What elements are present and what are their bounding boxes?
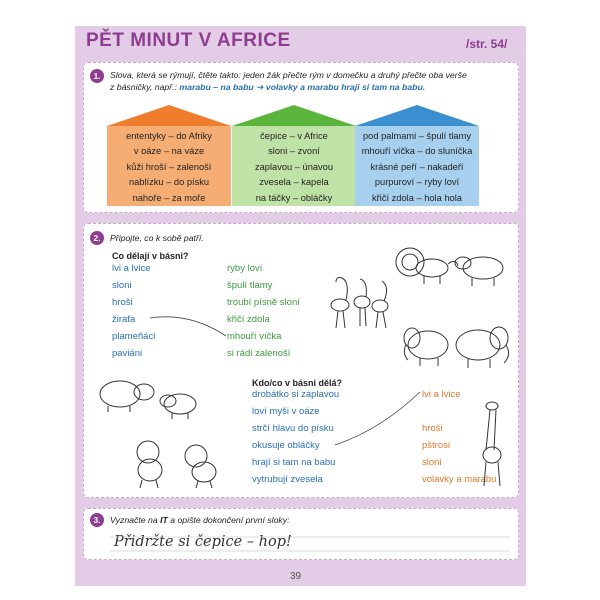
task1-instruction: Slova, která se rýmují, čtěte takto: jeden žák přečte rým v domečku a druhý přečte oba verše z básničky, např.: marabu – na babu ➔ volavky a marabu hrají si tam na babu.	[110, 70, 467, 92]
rhyme-line: kůži hroší – zalenoší	[126, 161, 212, 172]
arrow-icon: ➔	[256, 82, 264, 92]
animal-item[interactable]: žirafa	[112, 314, 136, 325]
action2-item[interactable]: loví myši v oáze	[252, 406, 320, 417]
action2-item[interactable]: hrají si tam na babu	[252, 457, 336, 468]
action2-item[interactable]: vytrubují zvesela	[252, 474, 323, 485]
animal2-item[interactable]: volavky a marabu	[422, 474, 497, 485]
rhyme-line: na táčky – obláčky	[255, 192, 333, 203]
action2-item[interactable]: okusuje obláčky	[252, 440, 320, 451]
example-sentence: volavky a marabu hrají si tam na babu.	[265, 82, 426, 92]
rhyme-line: nablízku – do písku	[128, 177, 210, 188]
action-item[interactable]: troubí písně sloní	[227, 297, 300, 308]
animal-item[interactable]: plameňáci	[112, 331, 156, 342]
animal-item[interactable]: lvi a lvice	[112, 263, 151, 274]
animal-item[interactable]: paviáni	[112, 348, 143, 359]
action-item[interactable]: křičí zdola	[227, 314, 270, 325]
animal2-item[interactable]: lvi a lvice	[422, 389, 461, 400]
rhyme-line: v oáze – na váze	[133, 146, 205, 157]
action-item[interactable]: si rádi zalenoší	[227, 348, 291, 359]
rhyme-line: mhouří víčka – do sluníčka	[361, 146, 473, 157]
it-label: IT	[160, 515, 168, 525]
rhyme-line: křičí zdola – hola hola	[372, 192, 462, 203]
animal2-item[interactable]: sloni	[422, 457, 442, 468]
task1-number: 1.	[90, 69, 104, 83]
task2-number: 2.	[90, 231, 104, 245]
task2-instruction: Připojte, co k sobě patří.	[110, 233, 204, 243]
page-title: PĚT MINUT V AFRICE	[86, 30, 291, 51]
animal-item[interactable]: sloni	[112, 280, 132, 291]
task3-number: 3.	[90, 513, 104, 527]
rhyme-line: čepice – v Africe	[260, 131, 328, 141]
rhyme-line: ententyky – do Afriky	[126, 131, 212, 141]
answer-handwriting[interactable]: Přidržte si čepice – hop!	[114, 534, 292, 550]
rhyme-line: purpuroví – ryby loví	[374, 177, 460, 188]
animal-item[interactable]: hroši	[112, 297, 133, 308]
question-who-does: Kdo/co v básni dělá?	[252, 378, 343, 388]
page-reference: /str. 54/	[466, 37, 508, 51]
rhyme-line: nahoře – za moře	[132, 192, 206, 203]
action2-item[interactable]: drobátko si zaplavou	[252, 389, 340, 400]
animal2-item[interactable]: pštrosi	[422, 440, 450, 451]
animal2-item[interactable]: hroši	[422, 423, 443, 434]
action-item[interactable]: špulí tlamy	[227, 280, 273, 291]
rhyme-line: krásné peří – nakadeří	[370, 161, 464, 172]
question-what-they-do: Co dělají v básni?	[112, 251, 189, 261]
action-item[interactable]: ryby loví	[227, 263, 263, 274]
example-pair: marabu – na babu	[179, 82, 254, 92]
rhyme-line: sloni – zvoní	[268, 146, 320, 157]
task3-instruction: Vyznačte na IT a opište dokončení první sloky:	[110, 515, 290, 525]
action-item[interactable]: mhouří víčka	[227, 331, 282, 342]
page-number: 39	[290, 571, 302, 582]
action2-item[interactable]: strčí hlavu do písku	[252, 423, 334, 434]
rhyme-line: zvesela – kapela	[259, 177, 329, 188]
rhyme-line: pod palmami – špulí tlamy	[363, 131, 471, 141]
rhyme-line: zaplavou – únavou	[254, 161, 334, 172]
